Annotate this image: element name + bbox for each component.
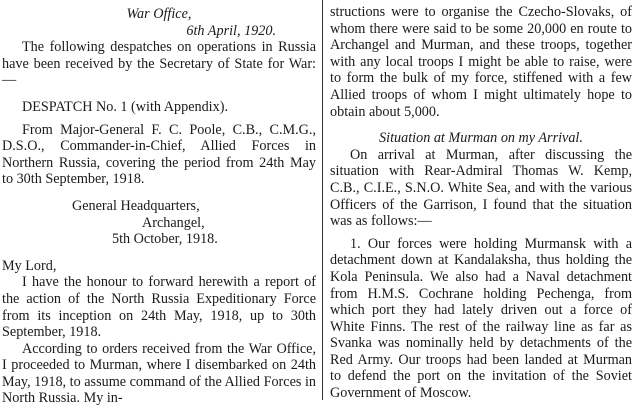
- place-line: Archangel,: [142, 214, 205, 231]
- office-heading: War Office,: [126, 6, 192, 22]
- paragraph-situation: 1. Our forces were holding Murmansk with a detachment down at Kandalaksha, thus holding the Kola Peninsula. We also had a Naval detachment from H.M.S. Cochrane holding Pechenga, from which port they had lately driven out a force of White Finns. The rest of the railway line as far as Svanka was nominally held by detachments of the Red Army. Our troops had been landed at Murman to defend the port on the invitation of the Soviet Government of Moscow.: [330, 235, 632, 402]
- left-column: [2, 0, 316, 407]
- paragraph-arrival: On arrival at Murman, after discussing the situation with Rear-Admiral Thomas W. Kemp, C.B., C.I.E., S.N.O. White Sea, and with the various Officers of the Garrison, I found that the situation was as follows:—: [330, 146, 632, 230]
- paragraph-report: I have the honour to forward herewith a report of the action of the North Russia Expeditionary Force from its inception on 24th May, 1918, up to 30th September, 1918.: [2, 274, 316, 341]
- paragraph-orders: According to orders received from the War Office, I proceeded to Murman, where I disembarked on 24th May, 1918, to assume command of the Allied Forces in North Russia. My in-: [2, 340, 316, 407]
- dateline: 6th April, 1920.: [186, 22, 276, 39]
- from-paragraph: From Major-General F. C. Poole, C.B., C.M.G., D.S.O., Commander-in-Chief, Allied Forces in Northern Russia, covering the period from 24th May to 30th September, 1918.: [2, 121, 316, 188]
- headquarters-line: General Headquarters,: [72, 197, 200, 214]
- headquarters-date: 5th October, 1918.: [112, 231, 218, 248]
- intro-paragraph: The following despatches on operations in Russia have been received by the Secretary of State for War:—: [2, 39, 316, 89]
- section-heading: Situation at Murman on my Arrival.: [379, 130, 583, 147]
- despatch-title: DESPATCH No. 1 (with Appendix).: [22, 98, 228, 115]
- paragraph-instructions: structions were to organise the Czecho-Slovaks, of whom there were said to be some 20,000 en route to Archangel and Murman, and these troops, together with any local troops I might be able to raise, were to form the bulk of my force, stiffened with a few Allied troops of whom I might ultimately hope to obtain about 5,000.: [330, 4, 632, 120]
- column-divider: [322, 0, 323, 400]
- salutation: My Lord,: [2, 257, 57, 274]
- right-column: [330, 0, 632, 402]
